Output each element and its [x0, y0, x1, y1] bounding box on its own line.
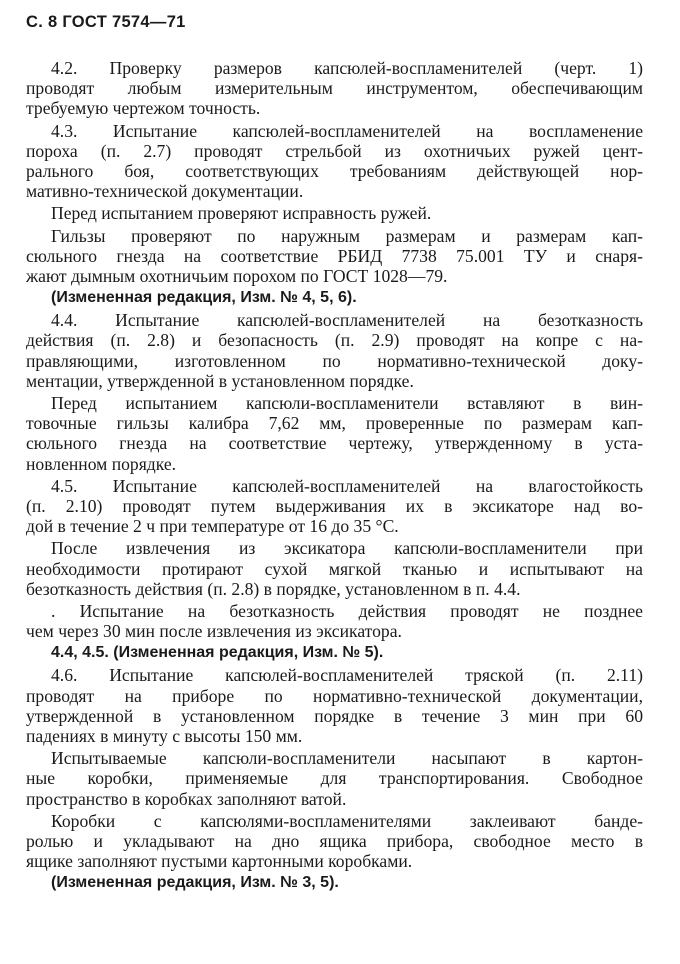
paragraph-line: Гильзы проверяют по наружным размерам и размерам кап- — [51, 225, 643, 246]
paragraph — [26, 873, 643, 893]
paragraph — [26, 643, 643, 663]
amendment-note-line: (Измененная редакция, Изм. № 3, 5). — [51, 874, 339, 892]
page-header: С. 8 ГОСТ 7574—71 — [26, 13, 186, 31]
paragraph — [26, 538, 643, 599]
paragraph — [26, 310, 643, 391]
paragraph-line: новленном порядке. — [26, 453, 177, 474]
paragraph-line: Перед испытанием проверяют исправность ружей. — [51, 203, 432, 224]
paragraph-line: падениях в минуту с высоты 150 мм. — [26, 726, 303, 746]
paragraph-line: пространство в коробках заполняют ватой. — [26, 788, 347, 809]
paragraph-line: После извлечения из эксикатора капсюли-воспламенители при — [51, 538, 643, 559]
paragraph-line: ролью и укладывают на дно ящика прибора, свободное место в — [26, 830, 643, 851]
paragraph-line: ные коробки, применяемые для транспортирования. Свободное — [26, 768, 643, 789]
paragraph — [26, 665, 643, 746]
paragraph-line: 4.6. Испытание капсюлей-воспламенителей тряской (п. 2.11) — [51, 665, 643, 686]
paragraph-line: правляющими, изготовленном по нормативно-технической доку- — [26, 350, 643, 371]
paragraph-line: проводят любым измерительным инструментом, обеспечивающим — [26, 78, 643, 99]
paragraph-line: Перед испытанием капсюли-воспламенители вставляют в вин- — [51, 393, 643, 413]
paragraph — [26, 393, 643, 474]
paragraph-line: ментации, утвержденной в установленном порядке. — [26, 370, 414, 391]
paragraph-line: 4.5. Испытание капсюлей-воспламенителей на влагостойкость — [51, 475, 643, 496]
paragraph-line: жают дымным охотничьим порохом по ГОСТ 1028—79. — [26, 265, 448, 286]
paragraph — [26, 601, 643, 641]
paragraph-line: сюльного гнезда на соответствие РБИД 7738 75.001 ТУ и снаря- — [26, 245, 643, 266]
paragraph — [26, 476, 643, 537]
paragraph-line: сюльного гнезда на соответствие чертежу, утвержденному в уста- — [26, 433, 643, 454]
paragraph — [26, 203, 643, 223]
paragraph-line: мативно-технической документации. — [26, 181, 304, 202]
paragraph — [26, 121, 643, 202]
paragraph-line: безотказность действия (п. 2.8) в порядке, установленном в п. 4.4. — [26, 578, 521, 599]
document-body — [26, 58, 643, 896]
paragraph-line: 4.2. Проверку размеров капсюлей-воспламенителей (черт. 1) — [51, 58, 643, 78]
paragraph-line: Коробки с капсюлями-воспламенителями заклеивают банде- — [51, 810, 643, 831]
paragraph-line: . Испытание на безотказность действия проводят не позднее — [51, 600, 643, 621]
paragraph-line: Испытываемые капсюли-воспламенители насыпают в картон- — [51, 748, 643, 769]
paragraph-line: товочные гильзы калибра 7,62 мм, проверенные по размерам кап- — [26, 413, 643, 434]
amendment-note-line: 4.4, 4.5. (Измененная редакция, Изм. № 5). — [51, 644, 384, 662]
paragraph-line: проводят на приборе по нормативно-технической документации, — [26, 685, 643, 706]
paragraph-line: дой в течение 2 ч при температуре от 16 до 35 °С. — [26, 516, 399, 537]
paragraph — [26, 288, 643, 308]
paragraph-line: требуемую чертежом точность. — [26, 98, 261, 119]
paragraph — [26, 748, 643, 809]
paragraph-line: 4.3. Испытание капсюлей-воспламенителей на воспламенение — [51, 120, 643, 141]
paragraph-line: чем через 30 мин после извлечения из эксикатора. — [26, 621, 402, 642]
paragraph — [26, 58, 643, 119]
paragraph-line: необходимости протирают сухой мягкой тканью и испытывают на — [26, 558, 643, 579]
amendment-note-line: (Измененная редакция, Изм. № 4, 5, 6). — [51, 289, 357, 307]
paragraph-line: пороха (п. 2.7) проводят стрельбой из охотничьих ружей цент- — [26, 140, 643, 161]
paragraph-line: утвержденной в установленном порядке в течение 3 мин при 60 — [26, 705, 643, 726]
paragraph-line: 4.4. Испытание капсюлей-воспламенителей на безотказность — [51, 310, 643, 331]
paragraph-line: рального боя, соответствующих требованиям действующей нор- — [26, 160, 643, 181]
paragraph-line: (п. 2.10) проводят путем выдерживания их в эксикаторе над во- — [26, 495, 643, 516]
paragraph — [26, 226, 643, 287]
paragraph — [26, 811, 643, 872]
paragraph-line: ящике заполняют пустыми картонными коробками. — [26, 851, 413, 872]
paragraph-line: действия (п. 2.8) и безопасность (п. 2.9) проводят на копре с на- — [26, 330, 643, 351]
